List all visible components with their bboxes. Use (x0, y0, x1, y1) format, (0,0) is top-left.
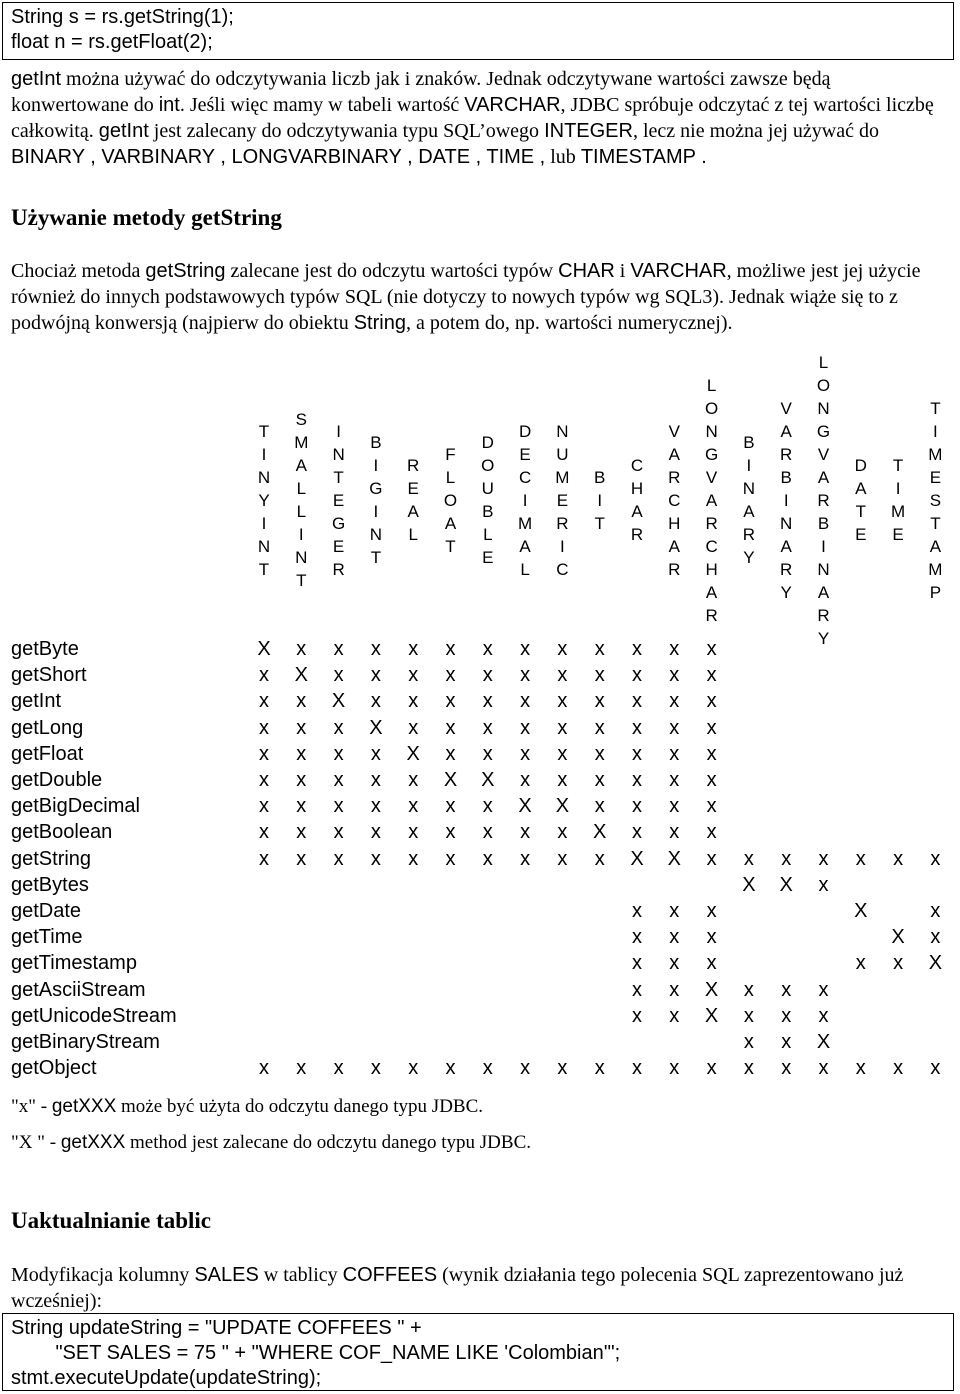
table-cell: X (667, 847, 681, 870)
column-header: B I T (594, 467, 606, 533)
method-name: getUnicodeStream (11, 1004, 177, 1027)
table-row (11, 1031, 951, 1057)
table-row (11, 900, 951, 926)
paragraph-getstring (11, 258, 951, 336)
table-cell: x (669, 769, 680, 791)
table-cell: x (632, 926, 642, 949)
code-term: getXXX (51, 1096, 117, 1117)
table-cell: x (370, 769, 381, 791)
table-cell: x (706, 847, 717, 870)
table-cell: x (333, 821, 344, 844)
table-cell: x (893, 952, 904, 975)
method-name: getBigDecimal (11, 795, 140, 818)
table-cell: x (743, 978, 754, 1001)
method-name: getDouble (11, 769, 103, 791)
table-cell: x (818, 1004, 829, 1027)
method-name: getLong (11, 716, 84, 739)
table-cell: X (481, 769, 495, 791)
code-term: int (158, 94, 180, 116)
text-run: , a potem do, np. wartości numerycznej). (405, 312, 733, 334)
table-cell: x (594, 795, 605, 818)
table-cell: x (520, 638, 531, 660)
table-cell: x (632, 769, 642, 791)
table-cell: x (408, 769, 419, 791)
table-cell: x (259, 742, 269, 765)
table-cell: x (781, 1057, 792, 1080)
table-cell: x (818, 873, 829, 896)
method-name: getShort (11, 664, 87, 687)
table-row (11, 717, 951, 743)
table-cell: x (520, 690, 531, 713)
column-header: F L O A T (443, 444, 458, 556)
table-cell: x (557, 742, 568, 765)
column-header: V A R C H A R (668, 421, 681, 579)
table-row (11, 821, 951, 847)
text-run: , możliwe jest jej użycie również do innych podstawowych typów SQL (nie dotyczy to nowych typów wg SQL3). Jednak wiąże się to z podwójną konwersją (najpierw do obiektu (11, 260, 921, 334)
table-cell: x (296, 821, 307, 844)
table-cell: x (333, 847, 344, 870)
table-cell: x (594, 664, 605, 687)
code-block-bottom (2, 1313, 954, 1391)
text-run: można używać do odczytywania liczb jak i znaków. Jednak odczytywane wartości zawsze będą konwertowane do (11, 68, 831, 116)
code-term: VARCHAR (630, 260, 727, 282)
table-cell: x (632, 638, 642, 660)
table-cell: x (557, 716, 568, 739)
table-cell: x (781, 978, 792, 1001)
column-header: D A T E (854, 456, 867, 544)
table-cell: x (482, 716, 493, 739)
table-cell: x (743, 1004, 754, 1027)
table-cell: x (632, 821, 642, 844)
table-cell: x (893, 1057, 904, 1080)
code-term: INTEGER (544, 120, 633, 142)
method-name: getBinaryStream (11, 1031, 160, 1053)
table-cell: x (669, 1004, 680, 1027)
table-cell: X (630, 847, 644, 870)
table-row (11, 1057, 951, 1083)
method-name: getBytes (11, 873, 89, 896)
text-run: lub (545, 146, 581, 168)
table-cell: x (296, 716, 307, 739)
legend-lowercase-x (11, 1096, 483, 1118)
table-cell: x (408, 716, 419, 739)
table-cell: x (557, 1057, 568, 1080)
table-cell: x (818, 978, 829, 1001)
table-cell: x (296, 1057, 307, 1080)
table-cell: x (781, 1004, 792, 1027)
table-cell: x (930, 847, 941, 870)
table-cell: x (370, 847, 381, 870)
table-cell: x (706, 926, 717, 949)
table-cell: x (259, 716, 269, 739)
table-cell: x (408, 821, 419, 844)
table-cell: x (557, 664, 568, 687)
code-term: TIMESTAMP . (580, 146, 707, 168)
table-cell: x (594, 742, 605, 765)
table-cell: x (632, 978, 642, 1001)
table-cell: X (518, 795, 532, 818)
method-name: getAsciiStream (11, 978, 146, 1001)
code-term: SALES (194, 1264, 259, 1286)
method-name: getObject (11, 1057, 97, 1080)
text-run: , lecz nie można jej używać do (632, 120, 879, 142)
table-cell: x (594, 769, 605, 791)
table-cell: x (669, 664, 680, 687)
table-cell: x (259, 664, 269, 687)
table-cell: x (594, 690, 605, 713)
table-cell: x (296, 795, 307, 818)
code-block-top (2, 2, 954, 60)
method-name: getString (11, 847, 92, 870)
table-cell: X (854, 900, 868, 922)
table-cell: x (706, 795, 717, 818)
table-cell: x (445, 664, 456, 687)
table-cell: X (294, 664, 308, 687)
table-cell: x (408, 638, 419, 660)
table-cell: x (632, 795, 642, 818)
column-header: D O U B L E (481, 433, 495, 567)
text-run: może być użyta do odczytu danego typu JDBC. (116, 1096, 484, 1117)
column-header: T I N Y I N T (257, 421, 271, 579)
method-name: getFloat (11, 742, 84, 765)
table-cell: X (816, 1031, 831, 1053)
table-cell: x (632, 952, 642, 975)
table-cell: x (818, 1057, 829, 1080)
table-cell: x (669, 978, 680, 1001)
code-term: BINARY , VARBINARY , LONGVARBINARY , DATE , TIME , (11, 146, 546, 168)
paragraph-getint (11, 66, 951, 170)
table-cell: x (594, 716, 605, 739)
table-cell: x (370, 821, 381, 844)
table-cell: x (557, 769, 568, 791)
table-cell: x (482, 742, 493, 765)
table-cell: x (408, 664, 419, 687)
table-row (11, 690, 951, 716)
table-cell: x (520, 1057, 531, 1080)
table-cell: x (370, 690, 381, 713)
table-row (11, 848, 951, 874)
table-cell: x (781, 847, 792, 870)
table-cell: X (891, 926, 905, 949)
table-cell: x (259, 690, 269, 713)
method-name: getDate (11, 900, 82, 922)
table-row (11, 769, 951, 795)
section-heading-update: Uaktualnianie tablic (11, 1208, 212, 1233)
table-cell: x (482, 690, 493, 713)
table-cell: x (855, 847, 866, 870)
column-header: B I G I N T (369, 433, 383, 567)
table-cell: x (669, 1057, 680, 1080)
table-cell: X (593, 821, 607, 844)
table-cell: x (445, 716, 456, 739)
table-cell: x (259, 847, 269, 870)
table-cell: x (482, 664, 493, 687)
table-cell: x (706, 1057, 717, 1080)
table-cell: X (257, 638, 271, 660)
table-cell: X (369, 716, 383, 739)
text-run: (wynik działania tego polecenia SQL zaprezentowano już wcześniej): (11, 1264, 904, 1312)
table-cell: x (706, 716, 717, 739)
table-cell: x (818, 847, 829, 870)
table-cell: x (632, 1004, 642, 1027)
table-cell: x (706, 664, 717, 687)
table-cell: x (333, 664, 344, 687)
table-cell: x (408, 1057, 419, 1080)
text-run: "X " - (11, 1132, 61, 1153)
table-cell: x (669, 742, 680, 765)
table-cell: x (333, 769, 344, 791)
section-heading-getstring: Używanie metody getString (11, 205, 282, 230)
method-name: getTime (11, 926, 83, 949)
table-cell: x (669, 900, 680, 922)
table-cell: x (259, 821, 269, 844)
code-term: getXXX (60, 1132, 126, 1153)
code-term: VARCHAR (464, 94, 561, 116)
table-cell: x (594, 638, 605, 660)
table-cell: x (632, 1057, 642, 1080)
table-cell: x (706, 690, 717, 713)
table-cell: x (333, 1057, 344, 1080)
text-run: zalecane jest do odczytu wartości typów (225, 260, 559, 282)
table-cell: x (333, 795, 344, 818)
table-cell: x (594, 1057, 605, 1080)
table-cell: x (296, 847, 307, 870)
table-cell: x (520, 847, 531, 870)
table-cell: x (557, 821, 568, 844)
table-cell: x (893, 847, 904, 870)
table-cell: x (482, 638, 493, 660)
table-cell: x (706, 821, 717, 844)
table-cell: x (408, 690, 419, 713)
table-cell: x (296, 769, 307, 791)
text-run: "x" - (11, 1096, 52, 1117)
table-cell: x (445, 847, 456, 870)
text-run: jest zalecany do odczytywania typu SQL’owego (148, 120, 545, 142)
table-cell: X (331, 690, 346, 713)
table-cell: X (779, 873, 793, 896)
column-header: T I M E (891, 456, 906, 544)
table-cell: X (406, 742, 420, 765)
paragraph-update (11, 1262, 951, 1314)
legend-uppercase-x (11, 1132, 531, 1154)
table-cell: x (520, 821, 531, 844)
column-header: S M A L L I N T (294, 410, 309, 590)
text-run: Modyfikacja kolumny (11, 1264, 195, 1286)
table-cell: x (333, 716, 344, 739)
table-cell: X (928, 952, 943, 975)
text-run: w tablicy (258, 1264, 343, 1286)
code-term: String (353, 312, 406, 334)
table-row (11, 664, 951, 690)
table-cell: x (370, 742, 381, 765)
table-row (11, 638, 951, 664)
table-cell: x (669, 952, 680, 975)
code-term: getString (145, 260, 226, 282)
column-header: L O N G V A R B I N A R Y (816, 352, 831, 648)
table-cell: x (520, 769, 531, 791)
table-cell: X (742, 873, 756, 896)
table-cell: x (445, 795, 456, 818)
column-header: C H A R (630, 456, 644, 544)
table-row (11, 874, 951, 900)
table-cell: x (259, 1057, 269, 1080)
table-cell: x (743, 1057, 754, 1080)
table-cell: x (333, 638, 344, 660)
column-header: N U M E R I C (555, 421, 570, 579)
table-cell: x (445, 821, 456, 844)
table-cell: x (632, 900, 642, 922)
table-row (11, 952, 951, 978)
method-name: getTimestamp (11, 952, 137, 975)
table-cell: x (743, 1031, 754, 1053)
table-cell: x (370, 795, 381, 818)
code-line: String updateString = "UPDATE COFFEES " + (11, 1317, 422, 1339)
table-cell: x (594, 847, 605, 870)
column-header: L O N G V A R C H A R (704, 375, 719, 625)
table-cell: x (370, 1057, 381, 1080)
text-run: i (614, 260, 631, 282)
column-header: R E A L (407, 456, 420, 544)
table-cell: x (482, 847, 493, 870)
table-cell: x (632, 742, 642, 765)
method-name: getInt (11, 690, 62, 713)
table-cell: x (445, 690, 456, 713)
column-header: B I N A R Y (742, 433, 756, 567)
table-cell: x (706, 742, 717, 765)
table-cell: x (520, 742, 531, 765)
code-line: "SET SALES = 75 " + "WHERE COF_NAME LIKE 'Colombian'"; (11, 1342, 621, 1364)
table-cell: x (296, 638, 307, 660)
table-cell: x (706, 952, 717, 975)
table-cell: x (482, 1057, 493, 1080)
table-cell: x (855, 1057, 866, 1080)
table-cell: x (930, 1057, 941, 1080)
table-cell: X (704, 1004, 719, 1027)
method-name: getBoolean (11, 821, 113, 844)
table-cell: x (482, 821, 493, 844)
table-row (11, 1005, 951, 1031)
code-line: String s = rs.getString(1); (11, 6, 234, 28)
code-term: getInt (11, 68, 62, 90)
text-run: method jest zalecane do odczytu danego typu JDBC. (125, 1132, 532, 1153)
table-cell: x (259, 795, 269, 818)
table-cell: x (445, 1057, 456, 1080)
table-cell: x (333, 742, 344, 765)
table-row (11, 795, 951, 821)
table-cell: x (669, 795, 680, 818)
table-cell: x (520, 664, 531, 687)
column-header: V A R B I N A R Y (780, 398, 793, 602)
table-row (11, 743, 951, 769)
table-cell: x (520, 716, 531, 739)
table-cell: x (296, 690, 307, 713)
column-header: D E C I M A L (518, 421, 533, 579)
table-cell: x (370, 638, 381, 660)
table-cell: x (482, 795, 493, 818)
table-cell: x (632, 690, 642, 713)
code-line: float n = rs.getFloat(2); (11, 31, 213, 53)
table-cell: x (557, 690, 568, 713)
table-cell: x (781, 1031, 792, 1053)
table-cell: x (296, 742, 307, 765)
text-run: Chociaż metoda (11, 260, 146, 282)
table-cell: x (370, 664, 381, 687)
method-name: getByte (11, 638, 79, 660)
column-header: T I M E S T A M P (928, 398, 943, 602)
table-cell: x (669, 638, 680, 660)
table-cell: X (443, 769, 458, 791)
code-term: COFFEES (342, 1264, 438, 1286)
code-term: getInt (98, 120, 149, 142)
table-cell: x (706, 638, 717, 660)
text-run: , JDBC spróbuje odczytać z tej wartości liczbę całkowitą. (11, 94, 934, 142)
code-line: stmt.executeUpdate(updateString); (11, 1367, 322, 1389)
table-cell: x (259, 769, 269, 791)
table-cell: X (704, 978, 719, 1001)
table-cell: X (555, 795, 570, 818)
table-cell: x (706, 769, 717, 791)
table-cell: x (557, 847, 568, 870)
table-cell: x (669, 690, 680, 713)
code-term: CHAR (558, 260, 615, 282)
table-cell: x (445, 742, 456, 765)
table-cell: x (743, 847, 754, 870)
table-cell: x (855, 952, 866, 975)
table-row (11, 979, 951, 1005)
column-header: I N T E G E R (331, 421, 346, 579)
table-cell: x (669, 821, 680, 844)
table-cell: x (930, 900, 941, 922)
text-run: . Jeśli więc mamy w tabeli wartość (179, 94, 465, 116)
table-cell: x (445, 638, 456, 660)
table-row (11, 926, 951, 952)
table-cell: x (706, 900, 717, 922)
table-cell: x (408, 795, 419, 818)
table-cell: x (557, 638, 568, 660)
table-cell: x (669, 926, 680, 949)
table-cell: x (408, 847, 419, 870)
table-cell: x (632, 716, 642, 739)
table-cell: x (632, 664, 642, 687)
table-cell: x (930, 926, 941, 949)
table-cell: x (669, 716, 680, 739)
